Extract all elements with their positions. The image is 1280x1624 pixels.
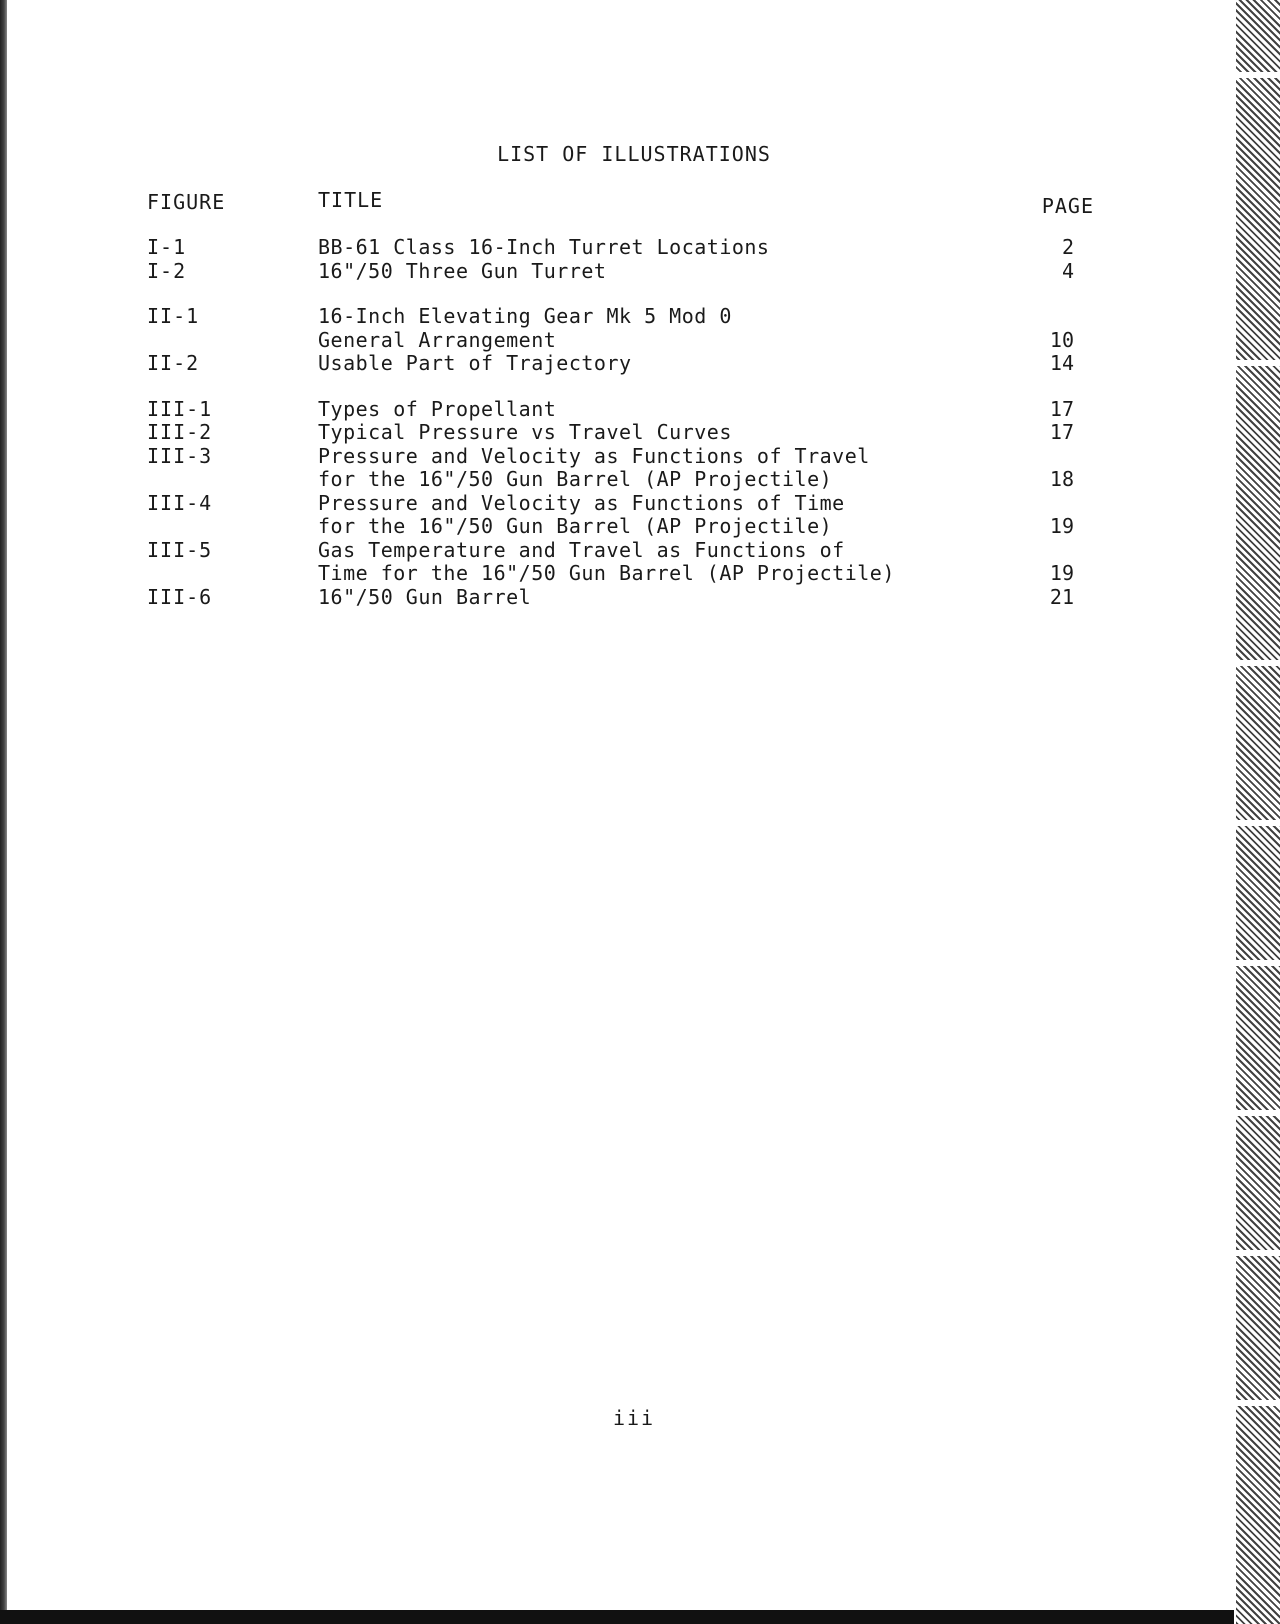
illustrations-list (0, 236, 1200, 609)
group-gap (0, 376, 1200, 398)
page-reference: 2 (1061, 235, 1074, 259)
figure-title: General Arrangement (318, 327, 557, 352)
scan-bottom-edge (0, 1610, 1234, 1624)
page-reference: 4 (1061, 258, 1074, 283)
list-item-line (0, 562, 1200, 586)
list-item (0, 352, 1200, 376)
page-reference: 19 (1049, 514, 1074, 538)
page-reference: 21 (1049, 584, 1074, 609)
figure-title: BB-61 Class 16-Inch Turret Locations (318, 235, 770, 259)
figure-number: III-2 (147, 420, 213, 444)
page-title: LIST OF ILLUSTRATIONS (497, 142, 771, 166)
figure-number: III-3 (147, 443, 213, 468)
page-reference: 10 (1049, 327, 1074, 352)
list-item (0, 539, 1200, 586)
strip-gap (1236, 1110, 1280, 1116)
strip-gap (1236, 360, 1280, 366)
list-item-line (0, 515, 1200, 539)
list-item (0, 305, 1200, 352)
list-item (0, 398, 1200, 422)
list-item-line (0, 586, 1200, 610)
figure-title: 16"/50 Three Gun Turret (318, 258, 607, 283)
list-item-line (0, 260, 1200, 284)
list-item-line (0, 329, 1200, 353)
list-item (0, 421, 1200, 445)
figure-number: III-1 (147, 396, 213, 421)
page-reference: 19 (1049, 561, 1074, 585)
figure-number: III-6 (147, 584, 213, 609)
page-reference: 14 (1049, 351, 1074, 375)
list-item-line (0, 352, 1200, 376)
figure-number: I-1 (147, 235, 187, 259)
figure-title: for the 16"/50 Gun Barrel (AP Projectile) (318, 467, 833, 491)
strip-gap (1236, 1250, 1280, 1256)
list-item-line (0, 468, 1200, 492)
figure-title: Pressure and Velocity as Functions of Time (318, 490, 845, 515)
strip-gap (1236, 72, 1280, 78)
figure-number: II-1 (147, 304, 200, 328)
list-item (0, 586, 1200, 610)
figure-title: Pressure and Velocity as Functions of Travel (318, 443, 870, 468)
figure-title: Typical Pressure vs Travel Curves (318, 420, 732, 444)
figure-title: Gas Temperature and Travel as Functions of (318, 537, 845, 562)
figure-title: Types of Propellant (318, 396, 557, 421)
figure-title: for the 16"/50 Gun Barrel (AP Projectile) (318, 514, 833, 538)
column-header-figure: FIGURE (147, 190, 226, 214)
strip-gap (1236, 960, 1280, 966)
figure-number: III-5 (147, 537, 213, 562)
figure-title: 16-Inch Elevating Gear Mk 5 Mod 0 (318, 304, 732, 328)
figure-title: 16"/50 Gun Barrel (318, 584, 532, 609)
list-item-line (0, 305, 1200, 329)
list-item (0, 445, 1200, 492)
column-header-page: PAGE (1041, 194, 1094, 218)
list-item-line (0, 445, 1200, 469)
strip-gap (1236, 660, 1280, 666)
strip-gap (1236, 820, 1280, 826)
list-item (0, 236, 1200, 260)
list-item-line (0, 539, 1200, 563)
figure-number: I-2 (147, 258, 187, 283)
list-item-line (0, 492, 1200, 516)
column-header-title: TITLE (318, 188, 384, 212)
list-item-line (0, 421, 1200, 445)
list-item-line (0, 398, 1200, 422)
list-item-line (0, 236, 1200, 260)
page-reference: 18 (1049, 467, 1074, 491)
figure-title: Time for the 16"/50 Gun Barrel (AP Projectile) (318, 561, 895, 585)
list-item (0, 492, 1200, 539)
scan-right-strip (1236, 0, 1280, 1624)
page-reference: 17 (1049, 396, 1074, 421)
page-number: iii (612, 1406, 656, 1430)
group-gap (0, 283, 1200, 305)
figure-title: Usable Part of Trajectory (318, 351, 632, 375)
figure-number: III-4 (147, 490, 213, 515)
page-reference: 17 (1049, 420, 1074, 444)
list-item (0, 260, 1200, 284)
figure-number: II-2 (147, 351, 200, 375)
